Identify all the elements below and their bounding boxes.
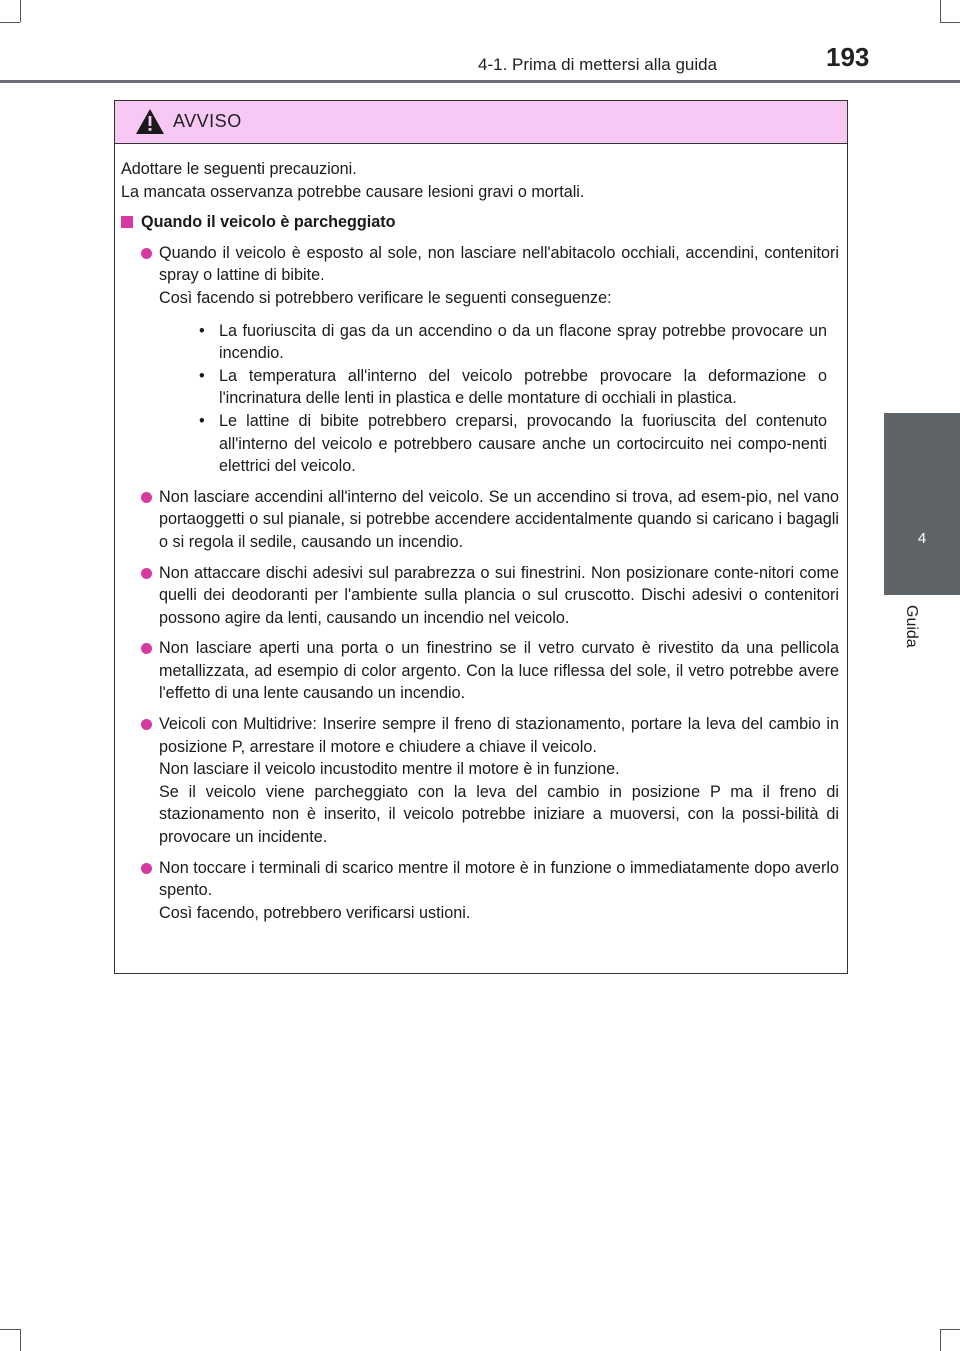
page-number: 193 — [826, 42, 870, 72]
crop-mark — [940, 22, 960, 23]
square-bullet-icon — [121, 216, 133, 228]
sub-list — [159, 320, 839, 478]
crop-mark — [940, 1329, 941, 1351]
circle-bullet-icon — [141, 568, 152, 579]
circle-bullet-icon — [141, 248, 152, 259]
subheading — [121, 211, 839, 234]
sub-list-item-text: Le lattine di bibite potrebbero creparsi, provocando la fuoriuscita del contenuto all'interno del veicolo e potrebbero causare anche un cortocircuito nei compo-nenti elettrici del veicolo. — [219, 411, 827, 476]
warning-body — [115, 144, 847, 924]
subheading-text: Quando il veicolo è parcheggiato — [141, 213, 396, 232]
chapter-number: 4 — [917, 530, 927, 547]
crop-mark — [940, 1329, 960, 1330]
list-item — [121, 486, 839, 554]
circle-bullet-icon — [141, 719, 152, 730]
sub-list-item-text: La fuoriuscita di gas da un accendino o da un flacone spray potrebbe provocare un incendio. — [219, 321, 827, 363]
list-item-text: Quando il veicolo è esposto al sole, non lasciare nell'abitacolo occhiali, accendini, contenitori spray o lattine di bibite. — [159, 243, 839, 285]
sub-list-item — [159, 410, 839, 478]
chapter-tab — [884, 413, 960, 595]
list-item — [121, 713, 839, 849]
crop-mark — [0, 22, 20, 23]
list-item — [121, 637, 839, 705]
list-item-text: Così facendo si potrebbero verificare le seguenti conseguenze: — [159, 288, 612, 307]
list-item-text: Non attaccare dischi adesivi sul parabrezza o sui finestrini. Non posizionare conte-nitori come quelli dei deodoranti per l'ambiente sulla plancia o sul cruscotto. Dischi adesivi o contenitori possono agire da lenti, causando un incendio nel veicolo. — [159, 563, 839, 627]
circle-bullet-icon — [141, 863, 152, 874]
list-item-text: Così facendo, potrebbero verificarsi ustioni. — [159, 903, 471, 922]
sub-list-item-text: La temperatura all'interno del veicolo potrebbe provocare la deformazione o l'incrinatura delle lenti in plastica e delle montature di occhiali in plastica. — [219, 366, 827, 408]
chapter-name-label: Guida — [903, 605, 920, 648]
list-item — [121, 242, 839, 478]
list-item-text: Se il veicolo viene parcheggiato con la leva del cambio in posizione P ma il freno di stazionamento non è inserito, il veicolo potrebbe iniziare a muoversi, con la possi-bilità di provocare un incidente. — [159, 782, 839, 847]
crop-mark — [20, 1329, 21, 1351]
bullet-mark: • — [199, 321, 205, 340]
header-rule — [0, 80, 960, 83]
list-item-text: Non lasciare accendini all'interno del veicolo. Se un accendino si trova, ad esem-pio, nel vano portaoggetti o sul pianale, si potrebbe accendere accidentalmente quando si caricano i bagagli o si regola il sedile, causando un incendio. — [159, 487, 839, 551]
bullet-mark: • — [199, 366, 205, 385]
sub-list-item — [159, 320, 839, 365]
circle-bullet-icon — [141, 492, 152, 503]
warning-label: AVVISO — [173, 111, 242, 131]
list-item — [121, 857, 839, 925]
intro-line: La mancata osservanza potrebbe causare lesioni gravi o mortali. — [121, 182, 585, 201]
list-item-text: Non toccare i terminali di scarico mentre il motore è in funzione o immediatamente dopo averlo spento. — [159, 858, 839, 900]
sub-list-item — [159, 365, 839, 410]
warning-box — [114, 100, 848, 974]
list-item — [121, 562, 839, 630]
crop-mark — [0, 1329, 20, 1330]
bullet-mark: • — [199, 411, 205, 430]
warning-intro — [121, 158, 839, 203]
list-item-text: Non lasciare il veicolo incustodito mentre il motore è in funzione. — [159, 760, 620, 779]
section-title: 4-1. Prima di mettersi alla guida — [478, 55, 718, 74]
circle-bullet-icon — [141, 643, 152, 654]
chapter-name — [896, 605, 926, 665]
list-item-text: Veicoli con Multidrive: Inserire sempre il freno di stazionamento, portare la leva del cambio in posizione P, arrestare il motore e chiudere a chiave il veicolo. — [159, 715, 839, 756]
intro-line: Adottare le seguenti precauzioni. — [121, 160, 357, 178]
crop-mark — [20, 0, 21, 22]
list-item-text: Non lasciare aperti una porta o un finestrino se il vetro curvato è rivestito da una pellicola metallizzata, ad esempio di color argento. Con la luce riflessa del sole, il vetro potrebbe avere l'effetto di una lente causando un incendio. — [159, 639, 839, 703]
warning-header — [115, 101, 847, 144]
warning-triangle-icon — [135, 108, 165, 135]
crop-mark — [940, 0, 941, 22]
